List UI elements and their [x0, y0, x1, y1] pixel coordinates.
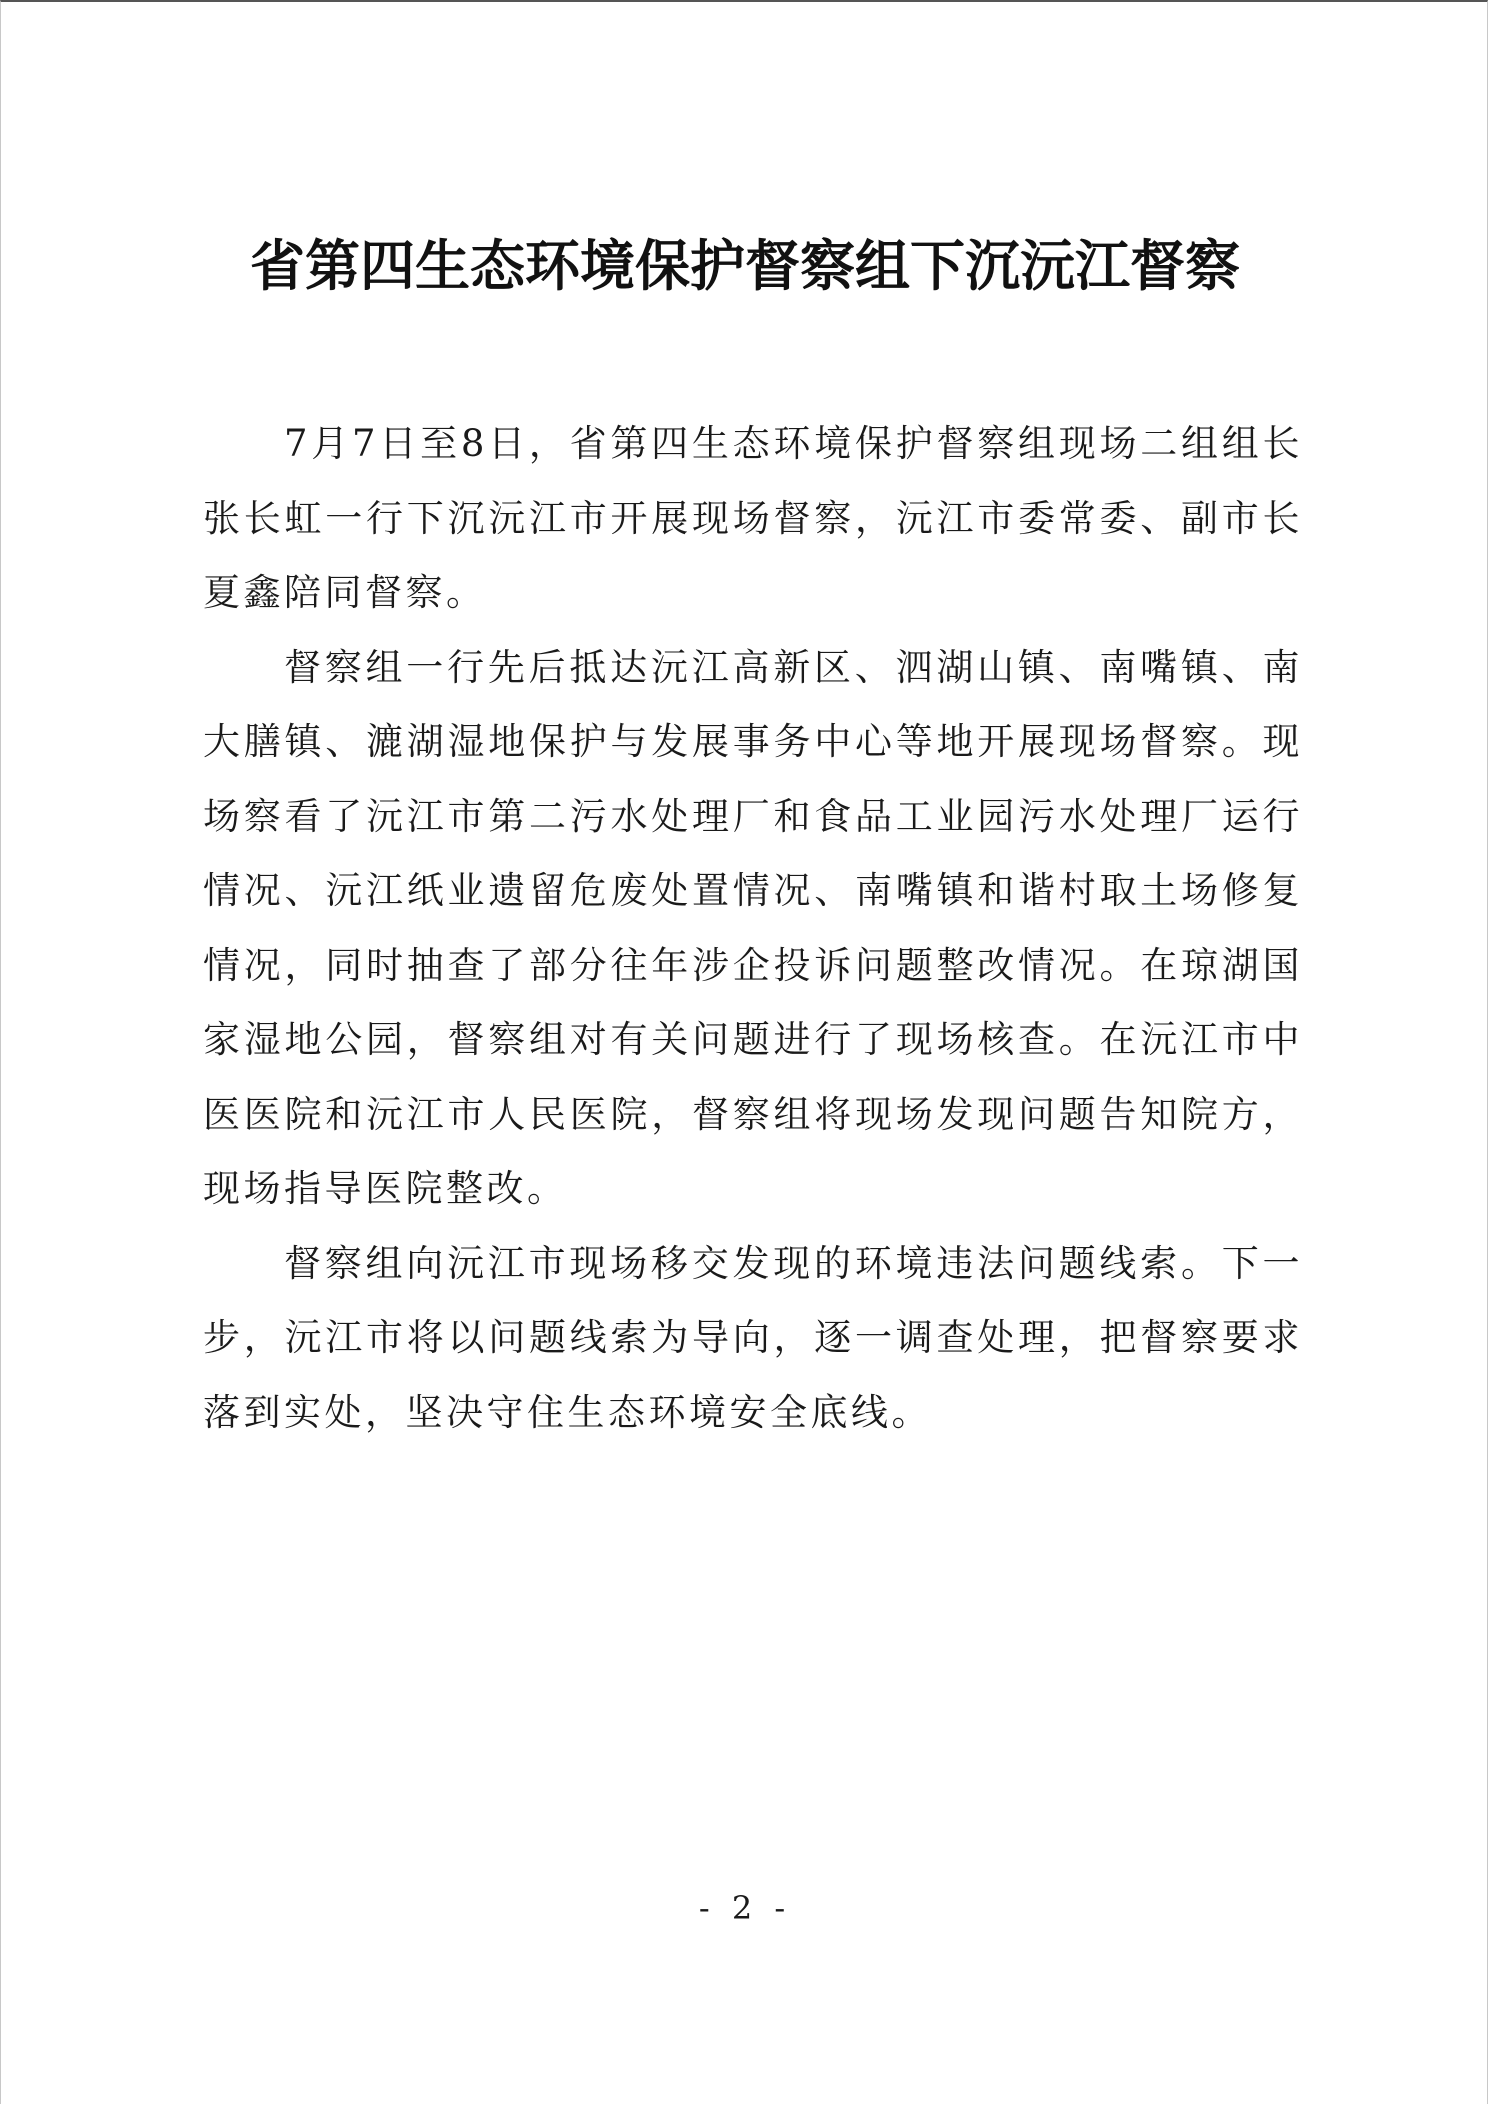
paragraph-2: 督察组一行先后抵达沅江高新区、泗湖山镇、南嘴镇、南大膳镇、漉湖湿地保护与发展事务中心等地开展现场督察。现场察看了沅江市第二污水处理厂和食品工业园污水处理厂运行情况、沅江纸业遗留危废处置情况、南嘴镇和谐村取土场修复情况，同时抽查了部分往年涉企投诉问题整改情况。在琼湖国家湿地公园，督察组对有关问题进行了现场核查。在沅江市中医医院和沅江市人民医院，督察组将现场发现问题告知院方，现场指导医院整改。 — [203, 645, 1303, 1210]
document-title: 省第四生态环境保护督察组下沉沅江督察 — [249, 233, 1240, 298]
paragraph-3: 督察组向沅江市现场移交发现的环境违法问题线索。下一步，沅江市将以问题线索为导向，逐一调查处理，把督察要求落到实处，坚决守住生态环境安全底线。 — [203, 1241, 1303, 1434]
paragraph-1: 7月7日至8日，省第四生态环境保护督察组现场二组组长张长虹一行下沉沅江市开展现场督察，沅江市委常委、副市长夏鑫陪同督察。 — [203, 422, 1303, 614]
document-body — [203, 407, 1303, 1450]
page-number: - 2 - — [698, 1889, 792, 1927]
